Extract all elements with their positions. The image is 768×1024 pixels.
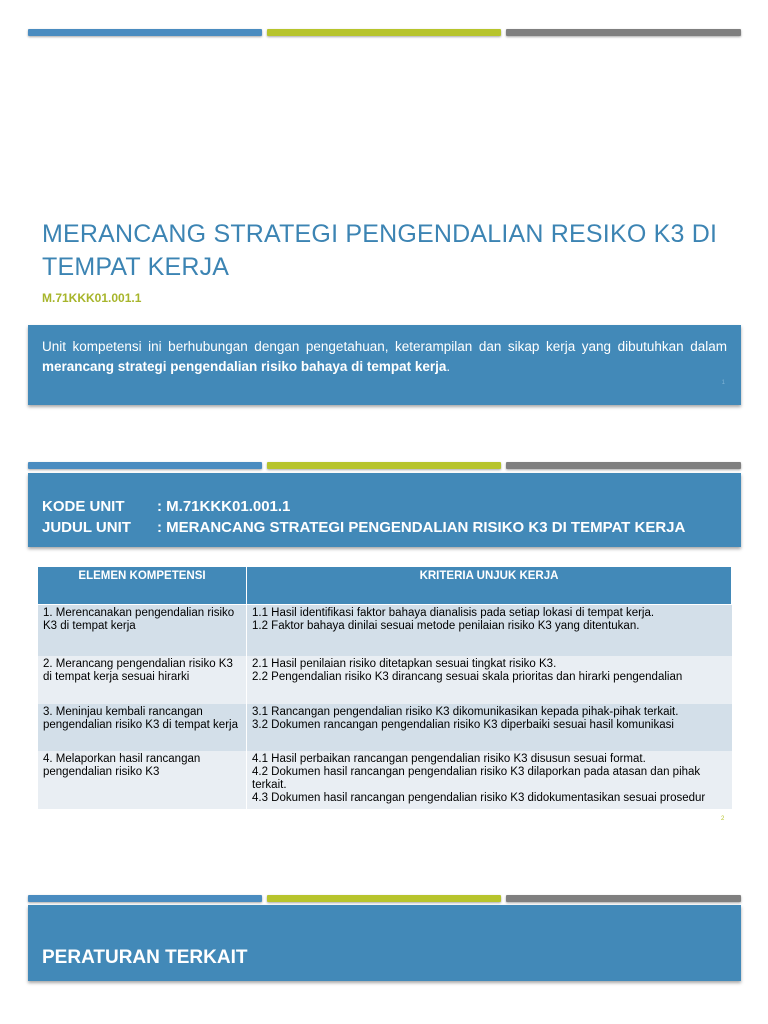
slide2-page-number: 2 xyxy=(721,816,725,822)
kode-unit-label: KODE UNIT xyxy=(42,498,125,515)
stripe-green xyxy=(267,462,501,469)
table-row xyxy=(38,704,732,751)
slide1-accent-stripes xyxy=(28,29,741,36)
stripe-blue xyxy=(28,462,262,469)
slide1-description xyxy=(42,337,727,377)
table-row xyxy=(38,751,732,809)
description-text: Unit kompetensi ini berhubungan dengan pengetahuan, keterampilan dan sikap kerja yang dibutuhkan dalam xyxy=(42,339,727,354)
elemen-cell: 4. Melaporkan hasil rancangan pengendalian risiko K3 xyxy=(38,751,247,809)
stripe-green xyxy=(267,29,501,36)
elemen-cell: 3. Meninjau kembali rancangan pengendalian risiko K3 di tempat kerja xyxy=(38,704,247,751)
kriteria-text: 1.1 Hasil identifikasi faktor bahaya dianalisis pada setiap lokasi di tempat kerja. 1.2 Faktor bahaya dinilai sesuai metode penilaian risiko K3 yang ditentukan. xyxy=(252,607,655,632)
slide2-unit-header xyxy=(28,473,741,547)
kriteria-text: 2.1 Hasil penilaian risiko ditetapkan sesuai tingkat risiko K3. 2.2 Pengendalian risiko K3 dirancang sesuai skala prioritas dan hirarki pengendalian xyxy=(252,657,683,683)
kode-unit-value: : M.71KKK01.001.1 xyxy=(157,498,291,515)
description-period: . xyxy=(446,359,451,374)
judul-unit-label: JUDUL UNIT xyxy=(42,519,131,536)
slide1-page-number: 1 xyxy=(721,380,725,386)
stripe-gray xyxy=(506,29,741,36)
judul-unit-value: : MERANCANG STRATEGI PENGENDALIAN RISIKO K3 DI TEMPAT KERJA xyxy=(157,519,686,536)
slide2-accent-stripes xyxy=(28,462,741,469)
kriteria-cell xyxy=(247,656,732,704)
stripe-blue xyxy=(28,895,262,902)
kriteria-text: 3.1 Rancangan pengendalian risiko K3 dikomunikasikan kepada pihak-pihak terkait. 3.2 Dokumen rancangan pengendalian risiko K3 diperbaiki sesuai hasil komunikasi xyxy=(252,705,679,731)
slide1-unit-code: M.71KKK01.001.1 xyxy=(42,291,142,305)
stripe-gray xyxy=(506,895,741,902)
stripe-green xyxy=(267,895,501,902)
slide3-title: PERATURAN TERKAIT xyxy=(42,947,248,968)
header-elemen: ELEMEN KOMPETENSI xyxy=(38,567,247,605)
kriteria-cell xyxy=(247,605,732,656)
table-row xyxy=(38,656,732,704)
stripe-blue xyxy=(28,29,262,36)
stripe-gray xyxy=(506,462,741,469)
slide3-title-box xyxy=(28,905,741,981)
slide1-title: MERANCANG STRATEGI PENGENDALIAN RESIKO K3 DI TEMPAT KERJA xyxy=(42,220,718,281)
header-kriteria: KRITERIA UNJUK KERJA xyxy=(247,567,732,605)
kriteria-cell xyxy=(247,751,732,809)
slide1-description-box xyxy=(28,325,741,405)
elemen-cell: 2. Merancang pengendalian risiko K3 di tempat kerja sesuai hirarki xyxy=(38,656,247,704)
competency-table xyxy=(37,566,732,809)
kriteria-cell xyxy=(247,704,732,751)
kriteria-text: 4.1 Hasil perbaikan rancangan pengendalian risiko K3 disusun sesuai format. 4.2 Dokumen hasil rancangan pengendalian risiko K3 dilaporkan pada atasan dan pihak terkait. 4.3 Dokumen hasil rancangan pengendalian risiko K3 didokumentasikan sesuai prosedur xyxy=(252,752,706,804)
slide3-accent-stripes xyxy=(28,895,741,902)
table-header-row xyxy=(38,567,732,605)
elemen-cell: 1. Merencanakan pengendalian risiko K3 di tempat kerja xyxy=(38,605,247,656)
description-bold-text: merancang strategi pengendalian risiko bahaya di tempat kerja xyxy=(42,359,447,374)
table-row xyxy=(38,605,732,656)
